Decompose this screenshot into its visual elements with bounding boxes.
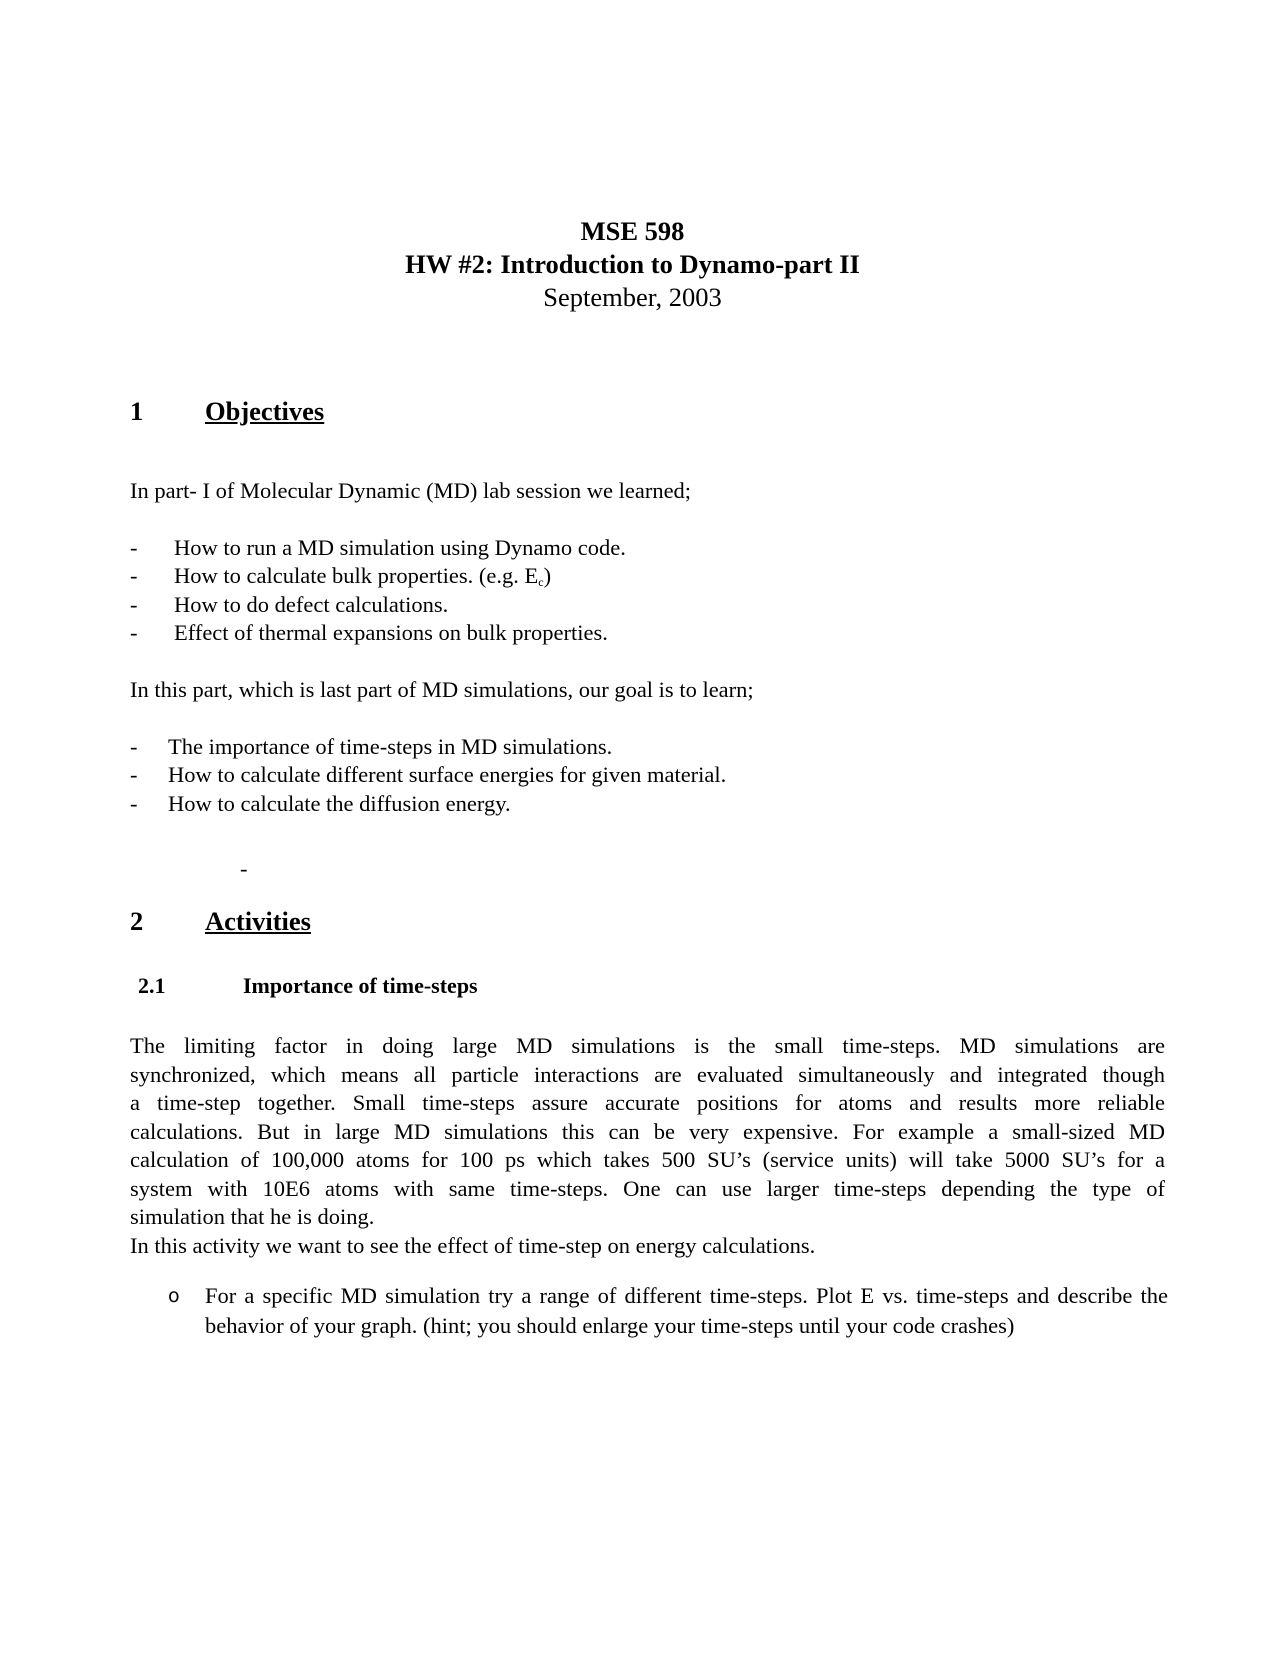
- list-item: [130, 761, 1165, 789]
- circle-bullet: o: [168, 1285, 180, 1307]
- document-date: September, 2003: [543, 282, 722, 312]
- goal-intro: In this part, which is last part of MD simulations, our goal is to learn;: [130, 677, 754, 702]
- list-item: [130, 619, 1165, 647]
- list-item: [130, 591, 1165, 619]
- section-heading-activities: [130, 905, 311, 938]
- paragraph-line: The limiting factor in doing large MD simulations is the small time-steps. MD simulations are: [130, 1033, 1165, 1058]
- section-title: Activities: [205, 906, 311, 936]
- title-block: [0, 215, 1265, 314]
- list-item-text: [174, 562, 551, 590]
- subsection-heading-time-steps: [138, 972, 478, 1000]
- paragraph-line: calculation of 100,000 atoms for 100 ps which takes 500 SU’s (service units) will take 5000 SU’s for a: [130, 1147, 1165, 1172]
- subsection-number: 2.1: [138, 973, 166, 998]
- subsection-title: Importance of time-steps: [243, 973, 478, 998]
- section-number: 2: [130, 906, 144, 936]
- homework-title: HW #2: Introduction to Dynamo-part II: [405, 249, 860, 279]
- activity-intro: In this activity we want to see the effect of time-step on energy calculations.: [130, 1232, 816, 1258]
- stray-dash: -: [240, 856, 248, 881]
- objectives-intro: In part- I of Molecular Dynamic (MD) lab session we learned;: [130, 478, 692, 503]
- list-item-text: The importance of time-steps in MD simulations.: [168, 734, 613, 759]
- section-number: 1: [130, 396, 144, 426]
- course-title: MSE 598: [580, 216, 685, 246]
- list-item-text: How to calculate the diffusion energy.: [168, 790, 511, 816]
- learned-list: [130, 534, 1165, 648]
- bullet-dash: -: [130, 734, 138, 759]
- list-item-text-tail: ): [543, 563, 552, 589]
- bullet-dash: -: [130, 762, 138, 788]
- bullet-dash: -: [130, 563, 138, 589]
- paragraph-line: a time-step together. Small time-steps assure accurate positions for atoms and results more reliable: [130, 1090, 1165, 1115]
- paragraph-line: synchronized, which means all particle interactions are evaluated simultaneously and integrated though: [130, 1061, 1165, 1087]
- list-item: [130, 733, 1165, 761]
- section-heading-objectives: [130, 395, 324, 428]
- paragraph-line: simulation that he is doing.: [130, 1204, 375, 1229]
- list-item-text: How to run a MD simulation using Dynamo code.: [174, 535, 626, 560]
- list-item: [130, 562, 1165, 590]
- list-item-text: How to calculate different surface energies for given material.: [168, 762, 727, 788]
- subscript-c: c: [538, 575, 544, 590]
- list-item: [130, 790, 1165, 818]
- paragraph-line: system with 10E6 atoms with same time-steps. One can use larger time-steps depending the type of: [130, 1175, 1165, 1201]
- bullet-dash: -: [130, 790, 138, 816]
- task-text: For a specific MD simulation try a range of different time-steps. Plot E vs. time-steps and describe the behavior of your graph. (hint; you should enlarge your time-steps until your code crashes): [205, 1283, 1168, 1338]
- section-title: Objectives: [205, 396, 325, 426]
- task-list-item: [168, 1281, 1168, 1341]
- bullet-dash: -: [130, 591, 138, 617]
- bullet-dash: -: [130, 620, 138, 646]
- bullet-dash: -: [130, 535, 138, 560]
- time-steps-paragraph: [130, 1032, 1165, 1260]
- list-item-text: How to do defect calculations.: [174, 591, 449, 617]
- list-item-text: Effect of thermal expansions on bulk properties.: [174, 620, 608, 646]
- goals-list: [130, 733, 1165, 818]
- list-item: [130, 534, 1165, 562]
- list-item-text-main: How to calculate bulk properties. (e.g. E: [174, 563, 539, 589]
- paragraph-line: calculations. But in large MD simulations this can be very expensive. For example a small-sized MD: [130, 1118, 1165, 1144]
